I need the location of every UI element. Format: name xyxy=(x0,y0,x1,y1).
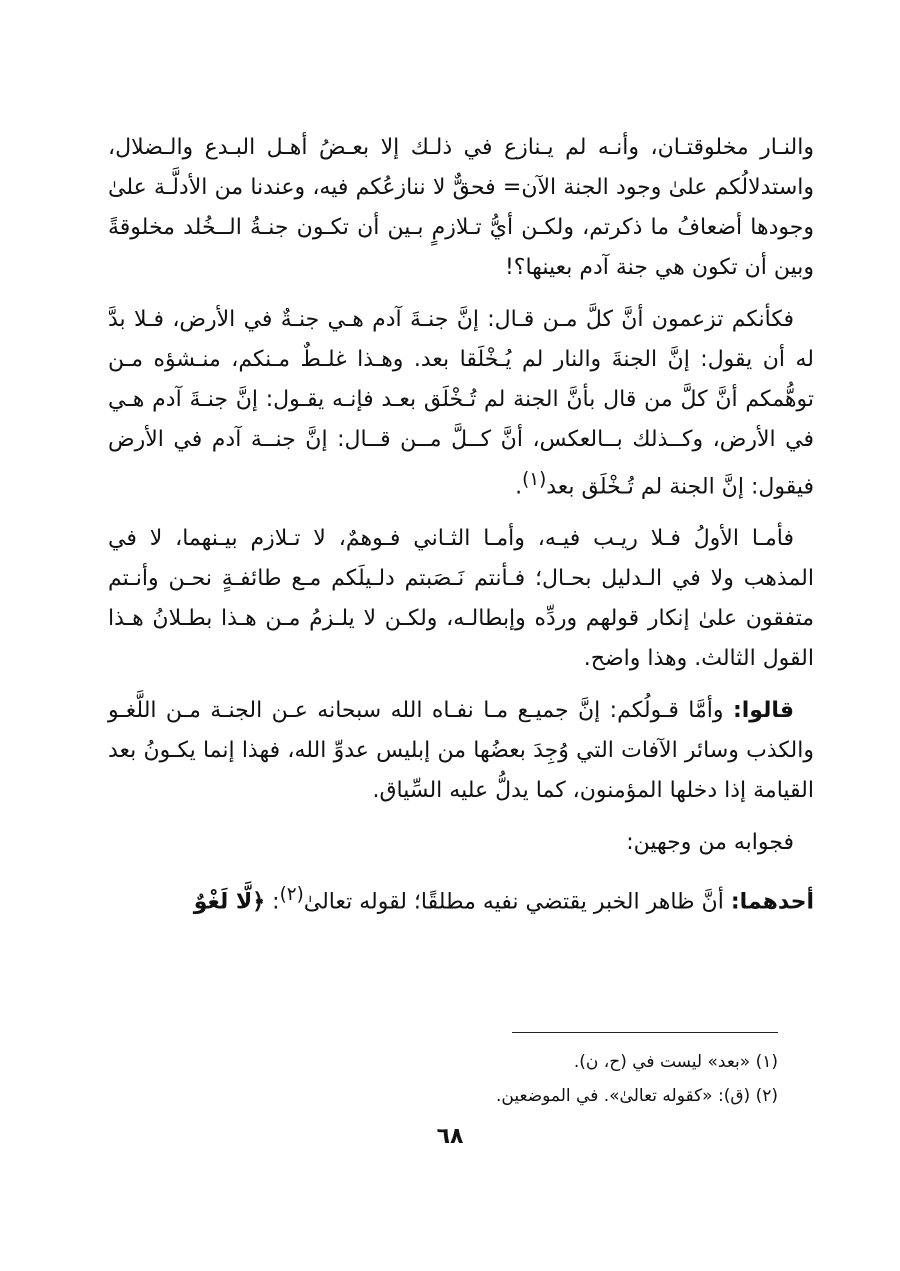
footnote-ref-1: (١) xyxy=(522,469,547,490)
quran-fragment: ﴿لَّا لَغْوٌ xyxy=(193,889,266,915)
paragraph-3: فأمـا الأولُ فـلا ريـب فيـه، وأمـا الثـاني فـوهمٌ، لا تـلازم بيـنهما، لا في المذهب ولا في الـدليل بحـال؛ فـأنتم نَـصَبتم دلـيلَكم مـع طائفـةٍ نحـن وأنـتم متفقون علىٰ إنكار قولهم وردِّه وإبطالـه، ولكـن لا يلـزمُ مـن هـذا بطـلانُ هـذا القول الثالث. وهذا واضح. xyxy=(108,526,814,672)
paragraph-5: فجوابه من وجهين: xyxy=(626,830,794,856)
footnote-divider xyxy=(512,1032,778,1033)
paragraph-6-text: أنَّ ظاهر الخبر يقتضي نفيه مطلقًا؛ لقوله تعالىٰ xyxy=(303,889,724,915)
footnote-1: (١) «بعد» ليست في (ح، ن). xyxy=(573,1052,778,1072)
paragraph-2-text: فكأنكم تزعمون أنَّ كلَّ مـن قـال: إنَّ جنـةَ آدم هـي جنـةٌ في الأرض، فـلا بدَّ له أن يقول: إنَّ الجنةَ والنار لم يُـخْلَقا بعد. وهـذا غلـطٌ مـنكم، منـشؤه مـن توهُّمكم أنَّ كلَّ من قال بأنَّ الجنة لم تُـخْلَق بعـد فإنـه يقـول: إنَّ جنـةَ آدم هـي في الأرض، وكــذلك بــالعكس، أنَّ كــلَّ مــن قــال: إنَّ جنــة آدم في الأرض فيقول: إنَّ الجنة لم تُـخْلَق بعد xyxy=(108,307,814,500)
page-number: ٦٨ xyxy=(436,1124,464,1149)
footnote-2: (٢) (ق): «كقوله تعالىٰ». في الموضعين. xyxy=(496,1086,778,1106)
footnotes xyxy=(300,1045,778,1113)
paragraph-6: أحدهما: أنَّ ظاهر الخبر يقتضي نفيه مطلقًا؛ لقوله تعالىٰ$^{(٢)}$: ﴿لَّا لَغْوٌ xyxy=(193,884,814,915)
paragraph-1: والنـار مخلوقتـان، وأنـه لم يـنازع في ذلـك إلا بعـضُ أهـل البـدع والـضلال، واستدلالُكم علىٰ وجود الجنة الآن= فحقٌّ لا ننازعُكم فيه، وعندنا من الأدلَّـة علىٰ وجودها أضعافُ ما ذكرتم، ولكـن أيُّ تـلازمٍ بـين أن تكـون جنـةُ الــخُلد مخلوقةً وبين أن تكون هي جنة آدم بعينها؟! xyxy=(108,135,814,280)
footnote-ref-2: (٢) xyxy=(279,884,304,906)
label-qalu: قالوا: xyxy=(732,698,795,724)
paragraph-4-text: وأمَّا قـولُكم: إنَّ جميـع مـا نفـاه الله سبحانه عـن الجنـة مـن اللَّغـو والكذب وسائر الآفات التي وُجِدَ بعضُها من إبليس عدوِّ الله، فهذا إنما يكـونُ بعد القيامة إذا دخلها المؤمنون، كما يدلُّ عليه السِّياق. xyxy=(108,698,814,804)
paragraph-4 xyxy=(108,691,814,811)
label-ahaduhuma: أحدهما: xyxy=(730,889,814,915)
paragraph-2: فكأنكم تزعمون أنَّ كلَّ مـن قـال: إنَّ جنـةَ آدم هـي جنـةٌ في الأرض، فـلا بدَّ له أن يقول: إنَّ الجنةَ والنار لم يُـخْلَقا بعد. وهـذا غلـطٌ مـنكم، منـشؤه مـن توهُّمكم أنَّ كلَّ من قال بأنَّ الجنة لم تُـخْلَق بعـد فإنـه يقـول: إنَّ جنـةَ آدم هـي في الأرض، وكــذلك بــالعكس، أنَّ كــلَّ مــن قــال: إنَّ جنــة آدم في الأرض فيقول: إنَّ الجنة لم تُـخْلَق بعد$^{(١)}$. xyxy=(108,307,814,500)
main-text xyxy=(108,128,814,935)
